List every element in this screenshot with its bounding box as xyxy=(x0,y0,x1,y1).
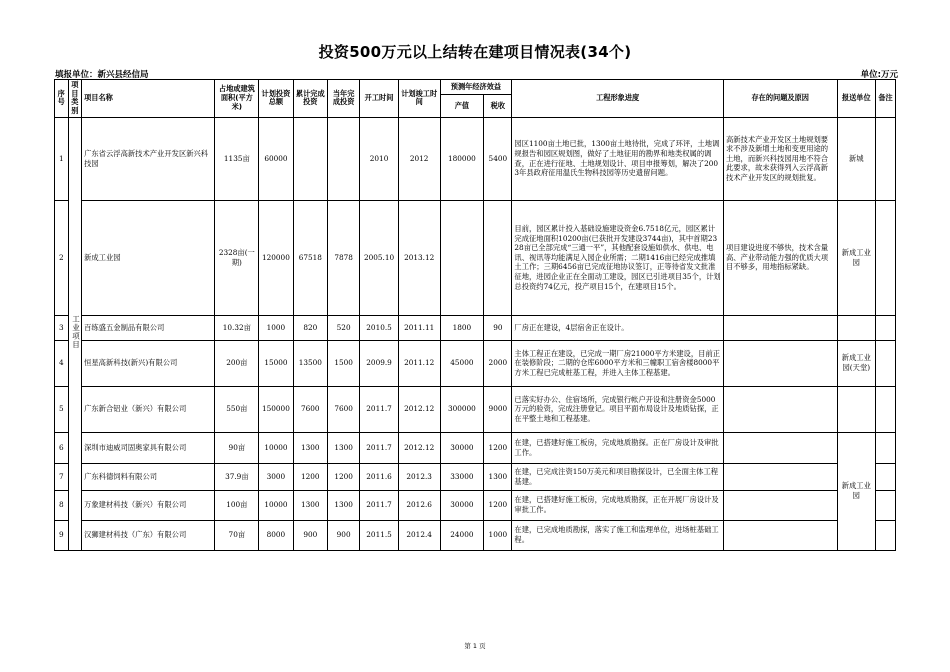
cell-area: 70亩 xyxy=(215,520,259,550)
cell-cum-done: 1200 xyxy=(293,463,327,490)
cell-seq: 8 xyxy=(55,490,69,520)
cell-start: 2011.5 xyxy=(360,520,399,550)
cell-cum-done: 7600 xyxy=(293,386,327,432)
cell-start: 2011.7 xyxy=(360,386,399,432)
cell-cum-done: 900 xyxy=(293,520,327,550)
cell-remark xyxy=(876,432,896,463)
cell-output: 180000 xyxy=(440,117,484,200)
cell-plan-total: 10000 xyxy=(259,490,293,520)
cell-year-done: 900 xyxy=(327,520,359,550)
cell-plan-end: 2012.12 xyxy=(398,386,440,432)
cell-output xyxy=(440,200,484,315)
cell-plan-total: 1000 xyxy=(259,315,293,340)
cell-seq: 3 xyxy=(55,315,69,340)
cell-start: 2011.6 xyxy=(360,463,399,490)
cell-report xyxy=(837,315,876,340)
cell-plan-total: 150000 xyxy=(259,386,293,432)
cell-plan-end: 2011.12 xyxy=(398,340,440,386)
cell-tax: 1000 xyxy=(484,520,512,550)
cell-progress: 目前，园区累计投入基础设施建设资金6.7518亿元，园区累计完成征地面积10200亩(已获批开发建设3744亩)，其中首期2328亩已全部完成“三通一平”，其他配套设施如供水、供电、电讯、视讯等均能满足入园企业所需；二期1416亩已经完成推填土工作；三期6456亩已完成征地协议签订，正等待省发文批准征地，进园企业正在全面动工建设，园区已引进项目35个，计划总投资约74亿元，投产项目15个，在建项目15个。 xyxy=(512,200,724,315)
cell-year-done: 1300 xyxy=(327,490,359,520)
cell-problems: 项目建设进度不够快，技术含量高、产业带动能力强的优质大项目不够多，用地指标紧缺。 xyxy=(723,200,837,315)
cell-area: 10.32亩 xyxy=(215,315,259,340)
cell-plan-end: 2012.3 xyxy=(398,463,440,490)
cell-report: 新成工业园 xyxy=(837,200,876,315)
cell-problems xyxy=(723,490,837,520)
header-plan-end: 计划竣工时间 xyxy=(398,80,440,118)
cell-output: 30000 xyxy=(440,490,484,520)
cell-remark xyxy=(876,200,896,315)
cell-seq: 6 xyxy=(55,432,69,463)
cell-problems xyxy=(723,340,837,386)
cell-plan-end: 2012 xyxy=(398,117,440,200)
header-output: 产值 xyxy=(440,95,484,117)
cell-progress: 在建，已完成地质勘探，落实了施工和监理单位，进场桩基础工程。 xyxy=(512,520,724,550)
cell-cum-done: 1300 xyxy=(293,490,327,520)
cell-start: 2011.7 xyxy=(360,490,399,520)
table-row xyxy=(55,200,896,315)
cell-tax: 5400 xyxy=(484,117,512,200)
cell-plan-end: 2013.12 xyxy=(398,200,440,315)
cell-name: 深圳市迪威司固奥家具有限公司 xyxy=(82,432,215,463)
cell-area: 37.9亩 xyxy=(215,463,259,490)
cell-seq: 9 xyxy=(55,520,69,550)
cell-cum-done: 820 xyxy=(293,315,327,340)
cell-year-done: 1300 xyxy=(327,432,359,463)
cell-year-done: 520 xyxy=(327,315,359,340)
cell-progress: 园区1100亩土地已批，1300亩土地待批，完成了环评，土地调规报告和园区规划图，做好了土地征用的勘界和地类权属的调查，正在进行征地、土地规划设计、项目申报筹划，解决了2003年县政府征用温氏生物科技园等历史遗留问题。 xyxy=(512,117,724,200)
cell-problems xyxy=(723,520,837,550)
cell-name: 万象建材科技（新兴）有限公司 xyxy=(82,490,215,520)
cell-cum-done xyxy=(293,117,327,200)
cell-tax: 9000 xyxy=(484,386,512,432)
cell-report-shared: 新成工业园 xyxy=(837,432,876,550)
cell-problems xyxy=(723,463,837,490)
header-benefit: 预测年经济效益 xyxy=(440,80,512,95)
table-row xyxy=(55,490,896,520)
cell-progress: 已落实好办公、住宿场所，完成银行帐户开设和注册资金5000万元的验资，完成注册登记。项目平面布局设计及地质钻探，正在平整土地和工程基建。 xyxy=(512,386,724,432)
cell-progress: 主体工程正在建设，已完成一期厂房21000平方米建设，目前正在装修阶段；二期的仓库6000平方米和三幢职工宿舍楼8000平方米工程已完成桩基工程，并进入主体工程基建。 xyxy=(512,340,724,386)
header-year-done: 当年完成投资 xyxy=(327,80,359,118)
header-name: 项目名称 xyxy=(82,80,215,118)
cell-output: 45000 xyxy=(440,340,484,386)
cell-start: 2011.7 xyxy=(360,432,399,463)
header-problems: 存在的问题及原因 xyxy=(723,80,837,118)
cell-name: 新成工业园 xyxy=(82,200,215,315)
cell-start: 2005.10 xyxy=(360,200,399,315)
table-row xyxy=(55,463,896,490)
cell-remark xyxy=(876,490,896,520)
cell-tax: 1300 xyxy=(484,463,512,490)
cell-remark xyxy=(876,340,896,386)
cell-output: 30000 xyxy=(440,432,484,463)
cell-tax: 1200 xyxy=(484,490,512,520)
cell-output: 24000 xyxy=(440,520,484,550)
cell-remark xyxy=(876,315,896,340)
header-start: 开工时间 xyxy=(360,80,399,118)
cell-seq: 4 xyxy=(55,340,69,386)
header-category: 项目类别 xyxy=(68,80,82,118)
cell-year-done: 7878 xyxy=(327,200,359,315)
cell-remark xyxy=(876,463,896,490)
reporting-unit: 填报单位：新兴县经信局 xyxy=(55,70,149,80)
cell-start: 2010 xyxy=(360,117,399,200)
table-row xyxy=(55,340,896,386)
header-row xyxy=(55,80,896,95)
page-number: 第 1 页 xyxy=(464,642,486,650)
cell-plan-total: 15000 xyxy=(259,340,293,386)
cell-output: 33000 xyxy=(440,463,484,490)
page-title: 投资500万元以上结转在建项目情况表(34个) xyxy=(318,43,632,61)
table-row xyxy=(55,520,896,550)
cell-area: 100亩 xyxy=(215,490,259,520)
header-area: 占地或建筑面积(平方米) xyxy=(215,80,259,118)
cell-area: 2328亩(一期) xyxy=(215,200,259,315)
cell-name: 广东新合铝业（新兴）有限公司 xyxy=(82,386,215,432)
cell-problems xyxy=(723,432,837,463)
cell-output: 1800 xyxy=(440,315,484,340)
cell-problems: 高新技术产业开发区土地规划要求不涉及新增土地和变更用途的土地，而新兴科技园用地不符合此要求，故未获得列入云浮高新技术产业开发区的规划批复。 xyxy=(723,117,837,200)
cell-start: 2009.9 xyxy=(360,340,399,386)
cell-area: 90亩 xyxy=(215,432,259,463)
table-row xyxy=(55,117,896,200)
cell-cum-done: 1300 xyxy=(293,432,327,463)
cell-progress: 厂房正在建设，4层宿舍正在设计。 xyxy=(512,315,724,340)
cell-output: 300000 xyxy=(440,386,484,432)
cell-area: 1135亩 xyxy=(215,117,259,200)
cell-name: 汉狮建材科技（广东）有限公司 xyxy=(82,520,215,550)
cell-tax xyxy=(484,200,512,315)
table-row xyxy=(55,386,896,432)
table-row xyxy=(55,315,896,340)
header-cum-done: 累计完成投资 xyxy=(293,80,327,118)
category-label: 工业项目 xyxy=(71,315,81,350)
cell-start: 2010.5 xyxy=(360,315,399,340)
cell-name: 广东省云浮高新技术产业开发区新兴科技园 xyxy=(82,117,215,200)
cell-tax: 1200 xyxy=(484,432,512,463)
cell-remark xyxy=(876,117,896,200)
cell-problems xyxy=(723,315,837,340)
cell-plan-total: 120000 xyxy=(259,200,293,315)
cell-year-done: 7600 xyxy=(327,386,359,432)
cell-plan-total: 10000 xyxy=(259,432,293,463)
project-table xyxy=(54,79,896,551)
cell-seq: 2 xyxy=(55,200,69,315)
cell-cum-done: 13500 xyxy=(293,340,327,386)
header-progress: 工程形象进度 xyxy=(512,80,724,118)
cell-seq: 1 xyxy=(55,117,69,200)
cell-tax: 2000 xyxy=(484,340,512,386)
category-cell xyxy=(68,117,82,550)
cell-plan-total: 3000 xyxy=(259,463,293,490)
cell-plan-total: 8000 xyxy=(259,520,293,550)
header-report: 报送单位 xyxy=(837,80,876,118)
cell-progress: 在建，已完成注资150万美元和项目勘探设计，已全面主体工程基建。 xyxy=(512,463,724,490)
header-seq: 序号 xyxy=(55,80,69,118)
cell-plan-end: 2012.4 xyxy=(398,520,440,550)
header-remark: 备注 xyxy=(876,80,896,118)
cell-name: 百练盛五金制品有限公司 xyxy=(82,315,215,340)
cell-problems xyxy=(723,386,837,432)
cell-area: 550亩 xyxy=(215,386,259,432)
cell-seq: 5 xyxy=(55,386,69,432)
cell-progress: 在建，已搭建好施工板房，完成地质勘探，正在开展厂房设计及审批工作。 xyxy=(512,490,724,520)
cell-plan-end: 2012.12 xyxy=(398,432,440,463)
cell-plan-end: 2011.11 xyxy=(398,315,440,340)
cell-remark xyxy=(876,520,896,550)
cell-plan-end: 2012.6 xyxy=(398,490,440,520)
cell-area: 200亩 xyxy=(215,340,259,386)
cell-progress: 在建，已搭建好施工板房，完成地质勘探。正在厂房设计及审批工作。 xyxy=(512,432,724,463)
table-row xyxy=(55,432,896,463)
cell-report xyxy=(837,386,876,432)
cell-cum-done: 67518 xyxy=(293,200,327,315)
cell-year-done xyxy=(327,117,359,200)
cell-seq: 7 xyxy=(55,463,69,490)
currency-unit: 单位:万元 xyxy=(860,70,898,80)
cell-report: 新城 xyxy=(837,117,876,200)
cell-name: 恒星高新科技(新兴)有限公司 xyxy=(82,340,215,386)
cell-name: 广东科德饲料有限公司 xyxy=(82,463,215,490)
header-tax: 税收 xyxy=(484,95,512,117)
cell-plan-total: 60000 xyxy=(259,117,293,200)
cell-tax: 90 xyxy=(484,315,512,340)
cell-remark xyxy=(876,386,896,432)
cell-year-done: 1500 xyxy=(327,340,359,386)
cell-report: 新成工业园(天堂) xyxy=(837,340,876,386)
header-plan-total: 计划投资总额 xyxy=(259,80,293,118)
cell-year-done: 1200 xyxy=(327,463,359,490)
